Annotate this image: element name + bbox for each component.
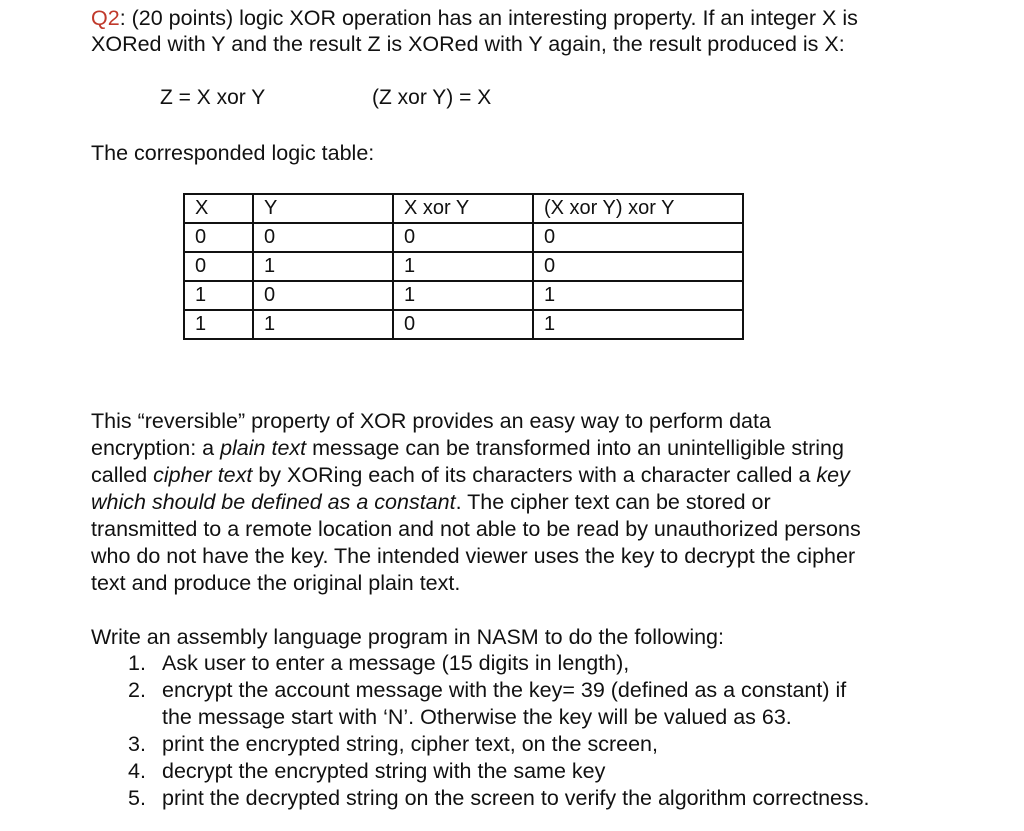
step-number: 1. xyxy=(128,651,146,675)
para-line xyxy=(91,462,941,489)
step-text: Ask user to enter a message (15 digits in length), xyxy=(162,651,630,675)
table-cell: 0 xyxy=(393,310,533,339)
para-line: This “reversible” property of XOR provides an easy way to perform data xyxy=(91,409,771,433)
logic-table xyxy=(183,193,744,340)
task-intro: Write an assembly language program in NASM to do the following: xyxy=(91,625,724,649)
step-number: 2. xyxy=(128,678,146,702)
table-cell: 0 xyxy=(184,223,253,252)
table-cell: 0 xyxy=(184,252,253,281)
term-cipher-text: cipher text xyxy=(153,463,253,487)
header-x-xor-y-xor-y: (X xor Y) xor Y xyxy=(533,194,743,223)
para-line xyxy=(91,489,941,516)
table-header-row xyxy=(184,194,743,223)
table-cell: 1 xyxy=(393,252,533,281)
list-item xyxy=(128,758,869,785)
table-row xyxy=(184,223,743,252)
list-item xyxy=(128,785,869,812)
table-row xyxy=(184,252,743,281)
table-cell: 1 xyxy=(184,281,253,310)
table-cell: 1 xyxy=(184,310,253,339)
table-row xyxy=(184,310,743,339)
table-cell: 0 xyxy=(253,223,393,252)
step-number: 5. xyxy=(128,786,146,810)
para-line: transmitted to a remote location and not able to be read by unauthorized persons xyxy=(91,517,861,541)
step-text: print the encrypted string, cipher text, on the screen, xyxy=(162,732,658,756)
para-text: encryption: a xyxy=(91,436,221,460)
question-label: Q2 xyxy=(91,6,120,30)
para-line: who do not have the key. The intended viewer uses the key to decrypt the cipher xyxy=(91,544,856,568)
question-line-2: XORed with Y and the result Z is XORed with Y again, the result produced is X: xyxy=(91,32,845,56)
list-item xyxy=(128,650,869,677)
table-cell: 1 xyxy=(533,281,743,310)
para-text: called xyxy=(91,463,154,487)
step-number: 4. xyxy=(128,759,146,783)
table-cell: 1 xyxy=(393,281,533,310)
step-text: decrypt the encrypted string with the same key xyxy=(162,759,606,783)
para-line: text and produce the original plain text. xyxy=(91,571,461,595)
list-item xyxy=(128,731,869,758)
header-y: Y xyxy=(253,194,393,223)
header-x: X xyxy=(184,194,253,223)
term-constant: which should be defined as a constant xyxy=(91,490,456,514)
table-intro: The corresponded logic table: xyxy=(91,141,375,165)
para-text: message can be transformed into an unintelligible string xyxy=(306,436,844,460)
header-x-xor-y: X xor Y xyxy=(393,194,533,223)
step-text: encrypt the account message with the key= 39 (defined as a constant) if xyxy=(162,678,847,702)
table-cell: 0 xyxy=(253,281,393,310)
task-steps xyxy=(128,650,869,812)
table-cell: 0 xyxy=(533,252,743,281)
step-text-continued: the message start with ‘N’. Otherwise the key will be valued as 63. xyxy=(162,705,792,729)
table-row xyxy=(184,281,743,310)
para-line xyxy=(91,435,941,462)
para-text: by XORing each of its characters with a character called a xyxy=(252,463,817,487)
term-key: key xyxy=(816,463,850,487)
list-item xyxy=(128,677,869,731)
table-cell: 0 xyxy=(393,223,533,252)
step-text: print the decrypted string on the screen to verify the algorithm correctness. xyxy=(162,786,870,810)
formula-reverse: (Z xor Y) = X xyxy=(372,86,492,109)
step-number: 3. xyxy=(128,732,146,756)
para-text: . The cipher text can be stored or xyxy=(455,490,771,514)
table-cell: 1 xyxy=(253,310,393,339)
term-plain-text: plain text xyxy=(220,436,307,460)
table-cell: 1 xyxy=(533,310,743,339)
question-text-1: : (20 points) logic XOR operation has an interesting property. If an integer X is xyxy=(119,6,858,30)
table-cell: 0 xyxy=(533,223,743,252)
question-line-1 xyxy=(91,5,858,31)
description-paragraph xyxy=(91,408,941,597)
formula-xor: Z = X xor Y xyxy=(160,86,266,109)
table-cell: 1 xyxy=(253,252,393,281)
